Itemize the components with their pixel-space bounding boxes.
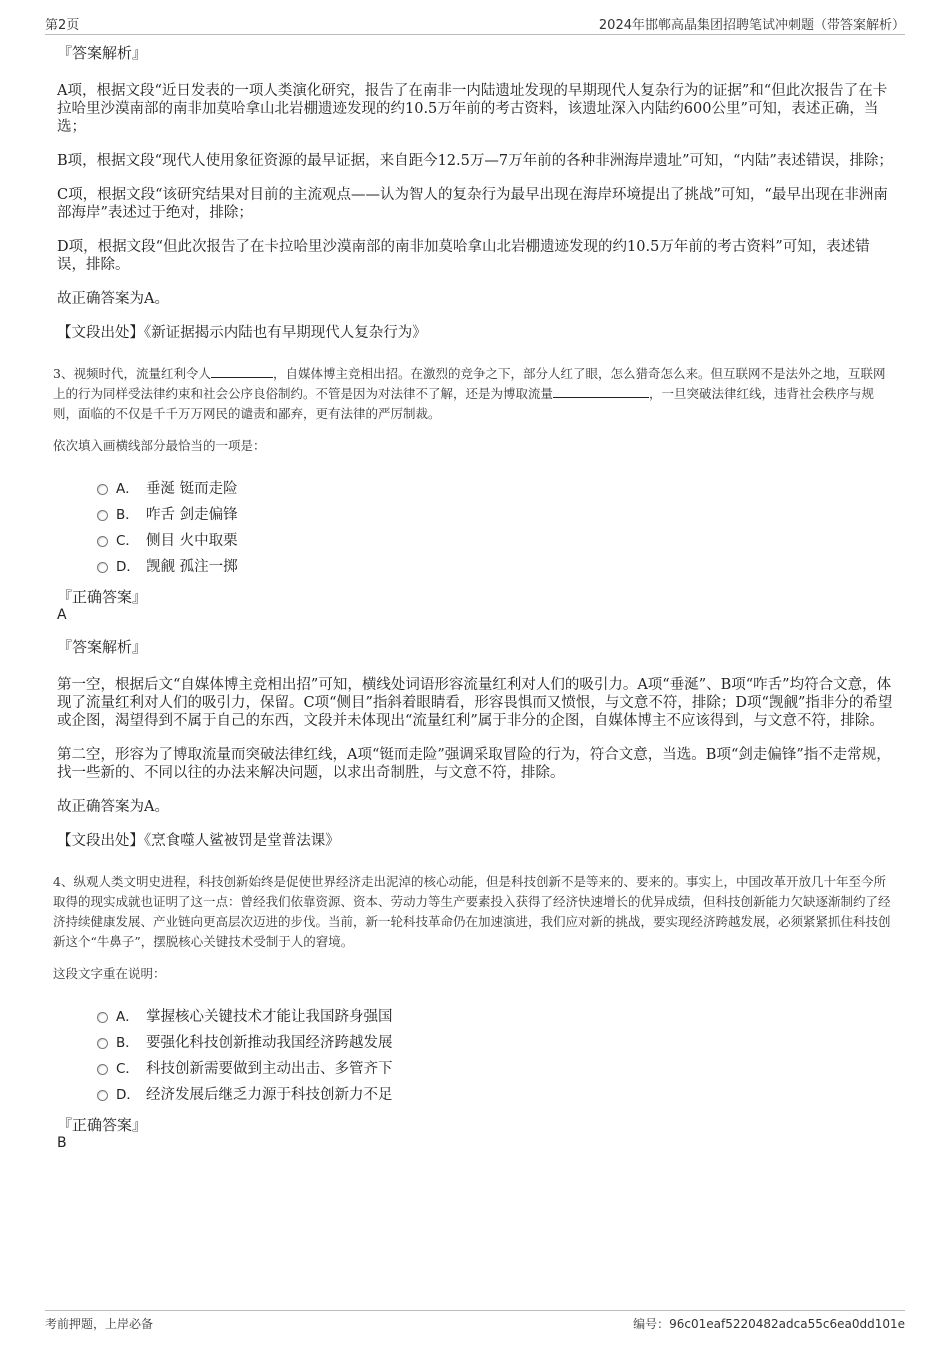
source-citation: 【文段出处】《烹食噬人鲨被罚是堂普法课》 <box>57 833 340 849</box>
option-d[interactable]: D． 经济发展后继乏力源于科技创新力不足 <box>97 1080 895 1106</box>
question-4: 4、纵观人类文明史进程，科技创新始终是促使世界经济走出泥淖的核心动能，但是科技创新不是等来的、要来的。事实上，中国改革开放几十年至今所取得的现实成就也证明了这一点：曾经我们依靠资源、资本、劳动力等生产要素投入获得了经济快速增长的优异成绩，但科技创新能力欠缺逐渐制约了经济持续健康发展、产业链向更高层次迈进的步伐。当前，新一轮科技革命仍在加速演进，我们应对新的挑战，要实现经济跨越发展，必须紧紧抓住科技创新这个“牛鼻子”，摆脱核心关键技术受制于人的窘境。 <box>53 874 891 949</box>
analysis-paragraph: B项，根据文段“现代人使用象征资源的最早证据，来自距今12.5万—7万年前的各种非洲海岸遗址”可知，“内陆”表述错误，排除； <box>57 153 893 169</box>
analysis-paragraph: 第一空，根据后文“自媒体博主竞相出招”可知，横线处词语形容流量红利对人们的吸引力。A项“垂涎”、B项“咋舌”均符合文意，体现了流量红利对人们的吸引力，保留。C项“侧目”指斜着眼睛看，形容畏惧而又愤恨，与文意不符，排除；D项“觊觎”指非分的希望或企图，渴望得到不属于自己的东西，文段并未体现出“流量红利”属于非分的企图，自媒体博主不应该得到，与文意不符，排除。 <box>57 677 893 729</box>
radio-icon[interactable] <box>97 1090 108 1101</box>
analysis-label: 『答案解析』 <box>57 638 148 656</box>
analysis-paragraph: A项，根据文段“近日发表的一项人类演化研究，报告了在南非一内陆遗址发现的早期现代人复杂行为的证据”和“但此次报告了在卡拉哈里沙漠南部的南非加莫哈拿山北岩棚遗迹发现的约10.5万年前的考古资料，该遗址深入内陆约600公里”可知，表述正确，当选； <box>57 83 888 135</box>
correct-answer-label: 『正确答案』 <box>57 1116 148 1134</box>
option-b[interactable]: B． 咋舌 剑走偏锋 <box>97 500 895 526</box>
option-b[interactable]: B． 要强化科技创新推动我国经济跨越发展 <box>97 1028 895 1054</box>
option-c[interactable]: C． 侧目 火中取栗 <box>97 526 895 552</box>
correct-answer-label: 『正确答案』 <box>57 588 148 606</box>
question-3: 3、视频时代，流量红利令人 ，自媒体博主竞相出招。在激烈的竞争之下，部分人红了眼，怎么猎奇怎么来。但互联网不是法外之地，互联网上的行为同样受法律约束和社会公序良俗制约。不管是因为对法律不了解，还是为博取流量 ，一旦突破法律红线，违背社会秩序与规则，面临的不仅是千千万万网民的谴责和鄙弃，更有法律的严厉制裁。 <box>53 366 886 421</box>
document-title: 2024年邯郸高晶集团招聘笔试冲刺题（带答案解析） <box>598 18 905 33</box>
page-footer <box>45 1310 905 1331</box>
page-header <box>45 12 905 35</box>
option-c[interactable]: C． 科技创新需要做到主动出击、多管齐下 <box>97 1054 895 1080</box>
correct-answer-value: B <box>57 1135 67 1151</box>
analysis-paragraph: C项，根据文段“该研究结果对目前的主流观点——认为智人的复杂行为最早出现在海岸环境提出了挑战”可知，“最早出现在非洲南部海岸”表述过于绝对，排除； <box>57 187 888 221</box>
source-citation: 【文段出处】《新证据揭示内陆也有早期现代人复杂行为》 <box>57 325 427 341</box>
page-number: 第2页 <box>45 18 80 33</box>
options-list <box>97 1002 895 1106</box>
footer-slogan: 考前押题，上岸必备 <box>45 1317 154 1331</box>
conclusion: 故正确答案为A。 <box>57 799 169 815</box>
option-d[interactable]: D． 觊觎 孤注一掷 <box>97 552 895 578</box>
question-prompt: 这段文字重在说明： <box>53 966 166 981</box>
correct-answer-value: A <box>57 607 67 623</box>
fill-blank-2 <box>553 385 649 398</box>
document-code: 编号：96c01eaf5220482adca55c6ea0dd101e <box>633 1317 905 1331</box>
analysis-label: 『答案解析』 <box>57 44 148 62</box>
option-a[interactable]: A． 垂涎 铤而走险 <box>97 474 895 500</box>
question-prompt: 依次填入画横线部分最恰当的一项是： <box>53 438 266 453</box>
fill-blank-1 <box>211 365 273 378</box>
options-list <box>97 474 895 578</box>
radio-icon[interactable] <box>97 1012 108 1023</box>
radio-icon[interactable] <box>97 562 108 573</box>
option-a[interactable]: A． 掌握核心关键技术才能让我国跻身强国 <box>97 1002 895 1028</box>
radio-icon[interactable] <box>97 1064 108 1075</box>
radio-icon[interactable] <box>97 484 108 495</box>
document-body <box>53 44 895 1166</box>
radio-icon[interactable] <box>97 536 108 547</box>
analysis-paragraph: D项，根据文段“但此次报告了在卡拉哈里沙漠南部的南非加莫哈拿山北岩棚遗迹发现的约10.5万年前的考古资料”可知，表述错误，排除。 <box>57 239 870 273</box>
analysis-paragraph: 第二空，形容为了博取流量而突破法律红线，A项“铤而走险”强调采取冒险的行为，符合文意，当选。B项“剑走偏锋”指不走常规，找一些新的、不同以往的办法来解决问题，以求出奇制胜，与文意不符，排除。 <box>57 747 891 781</box>
radio-icon[interactable] <box>97 1038 108 1049</box>
conclusion: 故正确答案为A。 <box>57 291 169 307</box>
radio-icon[interactable] <box>97 510 108 521</box>
